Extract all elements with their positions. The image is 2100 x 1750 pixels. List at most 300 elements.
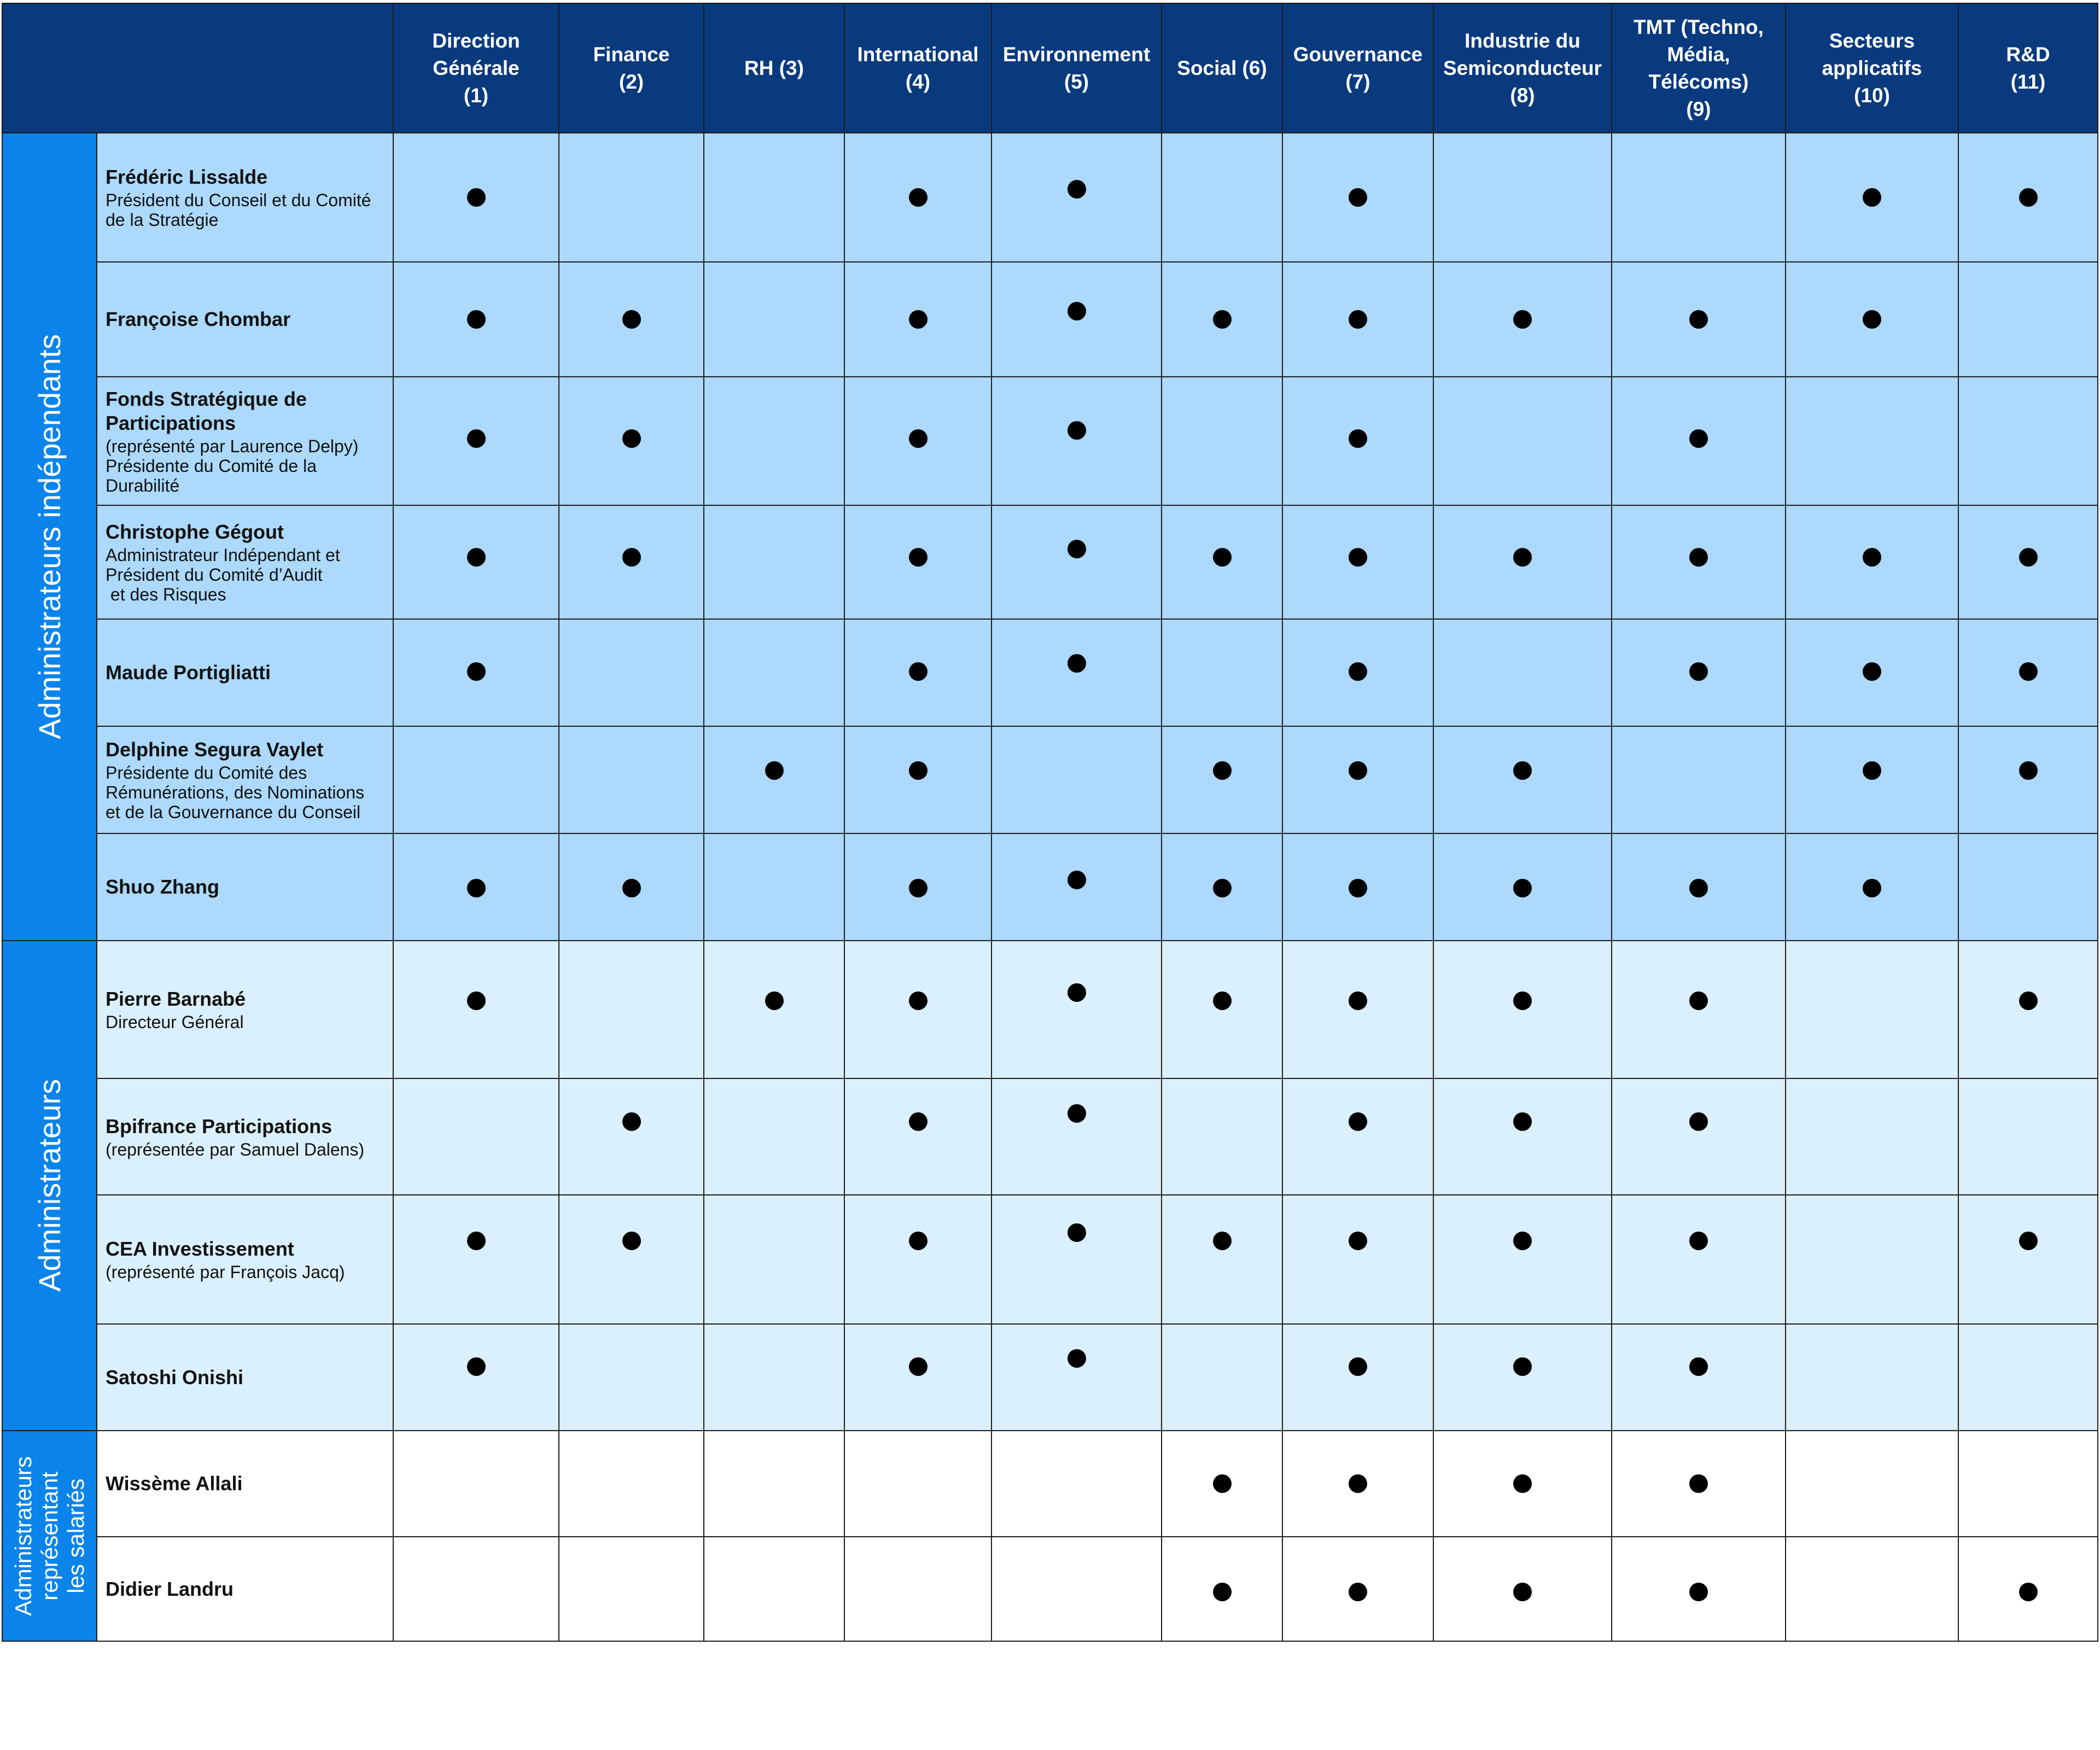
skill-dot xyxy=(1863,879,1881,897)
skill-cell-tmt-techno-media-telecoms-9 xyxy=(1612,726,1786,833)
skill-cell-gouvernance-7 xyxy=(1282,726,1433,833)
member-name-cell xyxy=(97,262,393,377)
skill-cell-finance-2 xyxy=(559,941,704,1078)
skill-dot xyxy=(1513,310,1532,329)
skill-dot xyxy=(1068,540,1086,558)
column-header-line: (1) xyxy=(463,84,489,107)
skill-cell-social-6 xyxy=(1162,941,1282,1078)
skill-cell-rh-3 xyxy=(704,1195,844,1324)
skill-dot xyxy=(1863,662,1881,681)
skill-cell-tmt-techno-media-telecoms-9 xyxy=(1612,505,1786,619)
skill-dot xyxy=(1689,429,1708,448)
skill-cell-gouvernance-7 xyxy=(1282,377,1433,505)
skill-cell-environnement-5 xyxy=(991,377,1162,505)
member-group-administrateurs-representant-les-salaries xyxy=(2,1431,2098,1641)
skill-cell-r-d-11 xyxy=(1958,1078,2098,1195)
skill-cell-tmt-techno-media-telecoms-9 xyxy=(1612,1195,1786,1324)
skill-cell-industrie-du-semiconducteur-8 xyxy=(1433,726,1612,833)
skill-dot xyxy=(1689,1232,1708,1250)
member-name: Françoise Chombar xyxy=(106,308,291,330)
skill-dot xyxy=(1213,1232,1232,1250)
column-header-line: (2) xyxy=(619,70,644,93)
skill-cell-environnement-5 xyxy=(991,619,1162,726)
skill-cell-social-6 xyxy=(1162,1195,1282,1324)
member-row xyxy=(2,941,2098,1078)
member-name: Wissème Allali xyxy=(106,1472,243,1495)
column-header-tmt-techno-media-telecoms-9 xyxy=(1612,3,1786,133)
skill-cell-international-4 xyxy=(844,505,991,619)
skill-cell-gouvernance-7 xyxy=(1282,133,1433,262)
skill-dot xyxy=(2019,761,2038,780)
column-header-line: applicatifs xyxy=(1822,56,1922,79)
skill-cell-secteurs-applicatifs-10 xyxy=(1786,1431,1958,1537)
column-header-line: International xyxy=(857,43,979,66)
column-header-social-6 xyxy=(1162,3,1282,133)
column-header-line: (8) xyxy=(1510,84,1535,107)
skill-cell-social-6 xyxy=(1162,1537,1282,1641)
skill-cell-secteurs-applicatifs-10 xyxy=(1786,833,1958,941)
skill-cell-gouvernance-7 xyxy=(1282,1537,1433,1641)
skill-cell-environnement-5 xyxy=(991,1195,1162,1324)
column-header-line: Générale xyxy=(433,56,520,79)
skill-cell-direction-generale-1 xyxy=(393,1078,559,1195)
skill-dot xyxy=(1689,991,1708,1010)
column-header-line: Finance xyxy=(593,43,670,66)
column-header-environnement-5 xyxy=(991,3,1162,133)
skill-cell-secteurs-applicatifs-10 xyxy=(1786,726,1958,833)
member-detail-line: et de la Gouvernance du Conseil xyxy=(106,802,361,822)
member-detail xyxy=(106,1140,388,1159)
skill-cell-international-4 xyxy=(844,1324,991,1431)
skill-dot xyxy=(1513,1583,1532,1601)
skill-cell-finance-2 xyxy=(559,1431,704,1537)
member-detail xyxy=(106,1262,388,1282)
member-detail-line: Président du Conseil et du Comité xyxy=(106,190,371,210)
member-row xyxy=(2,377,2098,505)
skill-cell-finance-2 xyxy=(559,1324,704,1431)
skill-cell-direction-generale-1 xyxy=(393,833,559,941)
skill-dot xyxy=(1349,548,1367,567)
skill-cell-international-4 xyxy=(844,619,991,726)
skill-cell-direction-generale-1 xyxy=(393,1431,559,1537)
skill-cell-environnement-5 xyxy=(991,262,1162,377)
skill-cell-international-4 xyxy=(844,833,991,941)
skill-cell-international-4 xyxy=(844,262,991,377)
skill-cell-environnement-5 xyxy=(991,1431,1162,1537)
column-header-rh-3 xyxy=(704,3,844,133)
column-header-line: Gouvernance xyxy=(1293,43,1423,66)
member-name: Shuo Zhang xyxy=(106,876,219,898)
column-header-gouvernance-7 xyxy=(1282,3,1433,133)
skill-dot xyxy=(467,188,486,207)
skill-dot xyxy=(1213,310,1232,329)
skill-cell-finance-2 xyxy=(559,377,704,505)
group-label-cell xyxy=(2,1431,97,1641)
skill-cell-tmt-techno-media-telecoms-9 xyxy=(1612,262,1786,377)
skill-cell-gouvernance-7 xyxy=(1282,619,1433,726)
skill-cell-rh-3 xyxy=(704,1537,844,1641)
skill-cell-tmt-techno-media-telecoms-9 xyxy=(1612,1078,1786,1195)
skill-cell-tmt-techno-media-telecoms-9 xyxy=(1612,833,1786,941)
skill-cell-finance-2 xyxy=(559,505,704,619)
skill-cell-tmt-techno-media-telecoms-9 xyxy=(1612,1431,1786,1537)
member-name-cell xyxy=(97,619,393,726)
skill-dot xyxy=(1689,1112,1708,1131)
skill-cell-rh-3 xyxy=(704,619,844,726)
skill-dot xyxy=(1863,310,1881,329)
member-name: Bpifrance Participations xyxy=(106,1115,332,1138)
skill-dot xyxy=(622,310,641,329)
skill-dot xyxy=(1689,548,1708,567)
skill-cell-industrie-du-semiconducteur-8 xyxy=(1433,1078,1612,1195)
skill-cell-industrie-du-semiconducteur-8 xyxy=(1433,1431,1612,1537)
skill-dot xyxy=(2019,548,2038,567)
column-header-line: Semiconducteur xyxy=(1443,56,1602,79)
skill-dot xyxy=(1349,1112,1367,1131)
skill-dot xyxy=(1068,180,1086,199)
skill-cell-industrie-du-semiconducteur-8 xyxy=(1433,505,1612,619)
skill-dot xyxy=(765,761,784,780)
skill-cell-r-d-11 xyxy=(1958,941,2098,1078)
skill-dot xyxy=(467,310,486,329)
skill-cell-r-d-11 xyxy=(1958,726,2098,833)
column-header-line: Environnement xyxy=(1002,43,1151,66)
skill-dot xyxy=(909,1232,928,1250)
member-row xyxy=(2,262,2098,377)
member-name-cell xyxy=(97,1431,393,1537)
skill-dot xyxy=(467,548,486,567)
member-name: Delphine Segura Vaylet xyxy=(106,738,324,761)
skill-cell-direction-generale-1 xyxy=(393,941,559,1078)
member-detail-line: Directeur Général xyxy=(106,1012,244,1032)
member-detail-line: Durabilité xyxy=(106,475,180,495)
skill-dot xyxy=(1349,429,1367,448)
skill-cell-environnement-5 xyxy=(991,1078,1162,1195)
skill-cell-finance-2 xyxy=(559,833,704,941)
column-header-line: Direction xyxy=(432,29,520,52)
skill-dot xyxy=(909,761,928,780)
skill-cell-environnement-5 xyxy=(991,1324,1162,1431)
skill-cell-tmt-techno-media-telecoms-9 xyxy=(1612,1324,1786,1431)
column-header-direction-generale-1 xyxy=(393,3,559,133)
table-header xyxy=(2,3,2098,133)
skill-cell-rh-3 xyxy=(704,377,844,505)
member-row xyxy=(2,1195,2098,1324)
skill-cell-environnement-5 xyxy=(991,726,1162,833)
skill-dot xyxy=(909,1357,928,1376)
column-header-line: (5) xyxy=(1064,70,1089,93)
skill-cell-rh-3 xyxy=(704,1078,844,1195)
skill-dot xyxy=(1068,302,1086,320)
skill-dot xyxy=(1689,310,1708,329)
skill-cell-tmt-techno-media-telecoms-9 xyxy=(1612,619,1786,726)
skill-cell-international-4 xyxy=(844,1537,991,1641)
skill-dot xyxy=(1349,991,1367,1010)
group-label-cell xyxy=(2,133,97,941)
skill-cell-gouvernance-7 xyxy=(1282,1431,1433,1537)
skill-dot xyxy=(1068,1349,1086,1368)
skill-dot xyxy=(467,991,486,1010)
board-skills-matrix xyxy=(2,3,2098,1642)
skill-cell-r-d-11 xyxy=(1958,1431,2098,1537)
skill-dot xyxy=(909,991,928,1010)
skill-cell-international-4 xyxy=(844,1431,991,1537)
column-header-industrie-du-semiconducteur-8 xyxy=(1433,3,1612,133)
skill-cell-direction-generale-1 xyxy=(393,1537,559,1641)
skill-cell-r-d-11 xyxy=(1958,1324,2098,1431)
skill-cell-secteurs-applicatifs-10 xyxy=(1786,1324,1958,1431)
member-row xyxy=(2,505,2098,619)
member-name-cell xyxy=(97,1537,393,1641)
column-header-line: TMT (Techno, xyxy=(1634,15,1764,38)
skill-cell-international-4 xyxy=(844,941,991,1078)
member-name-cell xyxy=(97,941,393,1078)
skill-dot xyxy=(1513,1232,1532,1250)
header-corner-cell xyxy=(2,3,393,133)
skill-cell-social-6 xyxy=(1162,833,1282,941)
skill-cell-gouvernance-7 xyxy=(1282,505,1433,619)
header-row xyxy=(2,3,2098,133)
column-header-line: RH (3) xyxy=(744,56,804,79)
skill-dot xyxy=(1689,1583,1708,1601)
member-row xyxy=(2,1078,2098,1195)
member-name-cell xyxy=(97,377,393,505)
skill-cell-tmt-techno-media-telecoms-9 xyxy=(1612,941,1786,1078)
member-name: Didier Landru xyxy=(106,1577,234,1600)
skill-cell-rh-3 xyxy=(704,1324,844,1431)
group-label-line: Administrateurs xyxy=(10,1456,36,1616)
skill-dot xyxy=(1513,1112,1532,1131)
skill-dot xyxy=(1513,548,1532,567)
skill-dot xyxy=(1349,761,1367,780)
skill-cell-finance-2 xyxy=(559,133,704,262)
skill-cell-finance-2 xyxy=(559,1195,704,1324)
column-header-line: Télécoms) xyxy=(1648,70,1749,93)
member-name: Pierre Barnabé xyxy=(106,988,246,1010)
skill-cell-secteurs-applicatifs-10 xyxy=(1786,1195,1958,1324)
member-name-cell xyxy=(97,726,393,833)
skill-cell-r-d-11 xyxy=(1958,133,2098,262)
skill-cell-r-d-11 xyxy=(1958,1195,2098,1324)
column-header-line: Secteurs xyxy=(1829,29,1915,52)
member-detail xyxy=(106,1012,388,1032)
skill-dot xyxy=(1349,188,1367,207)
group-label-cell xyxy=(2,941,97,1431)
skill-dot xyxy=(467,662,486,681)
skill-cell-direction-generale-1 xyxy=(393,619,559,726)
skill-dot xyxy=(1068,983,1086,1002)
member-detail-line: (représentée par Samuel Dalens) xyxy=(106,1139,365,1159)
skill-dot xyxy=(622,1112,641,1131)
column-header-line: (10) xyxy=(1854,84,1890,107)
skill-cell-r-d-11 xyxy=(1958,833,2098,941)
member-detail-line: (représenté par Laurence Delpy) xyxy=(106,436,359,456)
member-row xyxy=(2,1324,2098,1431)
skill-cell-industrie-du-semiconducteur-8 xyxy=(1433,1324,1612,1431)
skill-dot xyxy=(909,548,928,567)
skill-cell-environnement-5 xyxy=(991,941,1162,1078)
skill-dot xyxy=(467,1232,486,1250)
skill-cell-secteurs-applicatifs-10 xyxy=(1786,1537,1958,1641)
member-name: Maude Portigliatti xyxy=(106,661,271,684)
member-detail-line: Président du Comité d’Audit xyxy=(106,565,323,585)
member-name: Satoshi Onishi xyxy=(106,1366,244,1389)
group-label-line: représentant xyxy=(36,1471,62,1601)
skill-dot xyxy=(909,879,928,897)
skill-dot xyxy=(1213,991,1232,1010)
skill-dot xyxy=(622,879,641,897)
skill-dot xyxy=(909,429,928,448)
column-header-line: (9) xyxy=(1686,97,1711,120)
skill-cell-rh-3 xyxy=(704,941,844,1078)
member-group-administrateurs-independants xyxy=(2,133,2098,941)
skill-cell-gouvernance-7 xyxy=(1282,833,1433,941)
skill-cell-social-6 xyxy=(1162,505,1282,619)
skill-dot xyxy=(467,429,486,448)
skill-cell-secteurs-applicatifs-10 xyxy=(1786,377,1958,505)
skill-dot xyxy=(1689,1474,1708,1493)
skill-cell-rh-3 xyxy=(704,262,844,377)
member-detail xyxy=(106,190,388,230)
skill-dot xyxy=(2019,1232,2038,1250)
skill-cell-gouvernance-7 xyxy=(1282,1195,1433,1324)
skill-cell-secteurs-applicatifs-10 xyxy=(1786,1078,1958,1195)
skill-dot xyxy=(622,548,641,567)
skill-dot xyxy=(1513,761,1532,780)
column-header-line: (7) xyxy=(1345,70,1370,93)
column-header-finance-2 xyxy=(559,3,704,133)
member-name-cell xyxy=(97,133,393,262)
skill-cell-direction-generale-1 xyxy=(393,726,559,833)
skill-dot xyxy=(1349,310,1367,329)
skill-dot xyxy=(1349,1232,1367,1250)
skill-dot xyxy=(2019,662,2038,681)
member-name-cell xyxy=(97,1324,393,1431)
member-detail xyxy=(106,763,388,822)
group-label-line: Administrateurs indépendants xyxy=(32,334,67,739)
skill-dot xyxy=(909,188,928,207)
column-header-line: Industrie du xyxy=(1465,29,1580,52)
skill-cell-social-6 xyxy=(1162,619,1282,726)
skill-dot xyxy=(2019,991,2038,1010)
skill-cell-finance-2 xyxy=(559,1078,704,1195)
member-name: Frédéric Lissalde xyxy=(106,166,268,188)
skill-cell-industrie-du-semiconducteur-8 xyxy=(1433,262,1612,377)
skill-dot xyxy=(1689,879,1708,897)
skill-cell-tmt-techno-media-telecoms-9 xyxy=(1612,377,1786,505)
member-detail-line: Présidente du Comité de la xyxy=(106,456,317,476)
skill-cell-industrie-du-semiconducteur-8 xyxy=(1433,833,1612,941)
skill-cell-r-d-11 xyxy=(1958,505,2098,619)
skill-cell-international-4 xyxy=(844,1078,991,1195)
skill-cell-environnement-5 xyxy=(991,833,1162,941)
group-label-line: les salariés xyxy=(62,1478,89,1594)
member-detail xyxy=(106,545,388,604)
member-detail-line: et des Risques xyxy=(106,585,226,604)
skill-cell-direction-generale-1 xyxy=(393,133,559,262)
column-header-international-4 xyxy=(844,3,991,133)
skill-cell-social-6 xyxy=(1162,1078,1282,1195)
skill-dot xyxy=(1689,662,1708,681)
skill-dot xyxy=(1068,421,1086,440)
member-row xyxy=(2,1431,2098,1537)
skill-cell-environnement-5 xyxy=(991,1537,1162,1641)
skill-cell-international-4 xyxy=(844,1195,991,1324)
member-name-cell xyxy=(97,1195,393,1324)
skill-dot xyxy=(1213,879,1232,897)
skill-dot xyxy=(1349,662,1367,681)
member-name: Participations xyxy=(106,411,236,434)
member-row xyxy=(2,619,2098,726)
skill-dot xyxy=(1513,991,1532,1010)
skill-dot xyxy=(1213,1583,1232,1601)
skill-dot xyxy=(1349,879,1367,897)
skill-dot xyxy=(1863,761,1881,780)
member-detail-line: de la Stratégie xyxy=(106,210,219,230)
skill-dot xyxy=(1068,871,1086,889)
skill-cell-social-6 xyxy=(1162,1324,1282,1431)
member-group-administrateurs xyxy=(2,941,2098,1431)
skill-cell-finance-2 xyxy=(559,1537,704,1641)
skill-cell-industrie-du-semiconducteur-8 xyxy=(1433,619,1612,726)
column-header-line: (11) xyxy=(2010,70,2046,93)
skill-dot xyxy=(1213,548,1232,567)
skill-cell-rh-3 xyxy=(704,133,844,262)
member-detail xyxy=(106,436,388,495)
member-name: Christophe Gégout xyxy=(106,521,284,543)
member-row xyxy=(2,133,2098,262)
skill-cell-rh-3 xyxy=(704,505,844,619)
column-header-line: Social (6) xyxy=(1177,56,1267,79)
column-header-line: (4) xyxy=(905,70,931,93)
skill-cell-social-6 xyxy=(1162,1431,1282,1537)
skill-dot xyxy=(909,1112,928,1131)
skill-cell-secteurs-applicatifs-10 xyxy=(1786,262,1958,377)
skill-cell-tmt-techno-media-telecoms-9 xyxy=(1612,1537,1786,1641)
skill-cell-rh-3 xyxy=(704,726,844,833)
skill-cell-gouvernance-7 xyxy=(1282,1324,1433,1431)
skill-cell-finance-2 xyxy=(559,726,704,833)
member-name-cell xyxy=(97,833,393,941)
skill-dot xyxy=(1349,1474,1367,1493)
group-label xyxy=(10,1456,89,1616)
column-header-secteurs-applicatifs-10 xyxy=(1786,3,1958,133)
skill-cell-direction-generale-1 xyxy=(393,377,559,505)
skill-cell-secteurs-applicatifs-10 xyxy=(1786,505,1958,619)
skill-cell-r-d-11 xyxy=(1958,262,2098,377)
skill-dot xyxy=(1213,761,1232,780)
skill-cell-secteurs-applicatifs-10 xyxy=(1786,941,1958,1078)
skill-dot xyxy=(1689,1357,1708,1376)
skill-cell-r-d-11 xyxy=(1958,619,2098,726)
skill-dot xyxy=(622,429,641,448)
skill-dot xyxy=(909,310,928,329)
group-label xyxy=(33,334,67,739)
skill-cell-international-4 xyxy=(844,377,991,505)
skill-dot xyxy=(1349,1357,1367,1376)
skill-dot xyxy=(1863,188,1881,207)
skill-dot xyxy=(1513,1357,1532,1376)
skill-cell-gouvernance-7 xyxy=(1282,1078,1433,1195)
skill-dot xyxy=(1068,1223,1086,1242)
skill-cell-social-6 xyxy=(1162,726,1282,833)
skill-dot xyxy=(1068,654,1086,673)
skill-cell-gouvernance-7 xyxy=(1282,941,1433,1078)
skill-dot xyxy=(765,991,784,1010)
member-detail-line: Présidente du Comité des xyxy=(106,763,307,783)
skill-dot xyxy=(1213,1474,1232,1493)
skill-cell-industrie-du-semiconducteur-8 xyxy=(1433,133,1612,262)
